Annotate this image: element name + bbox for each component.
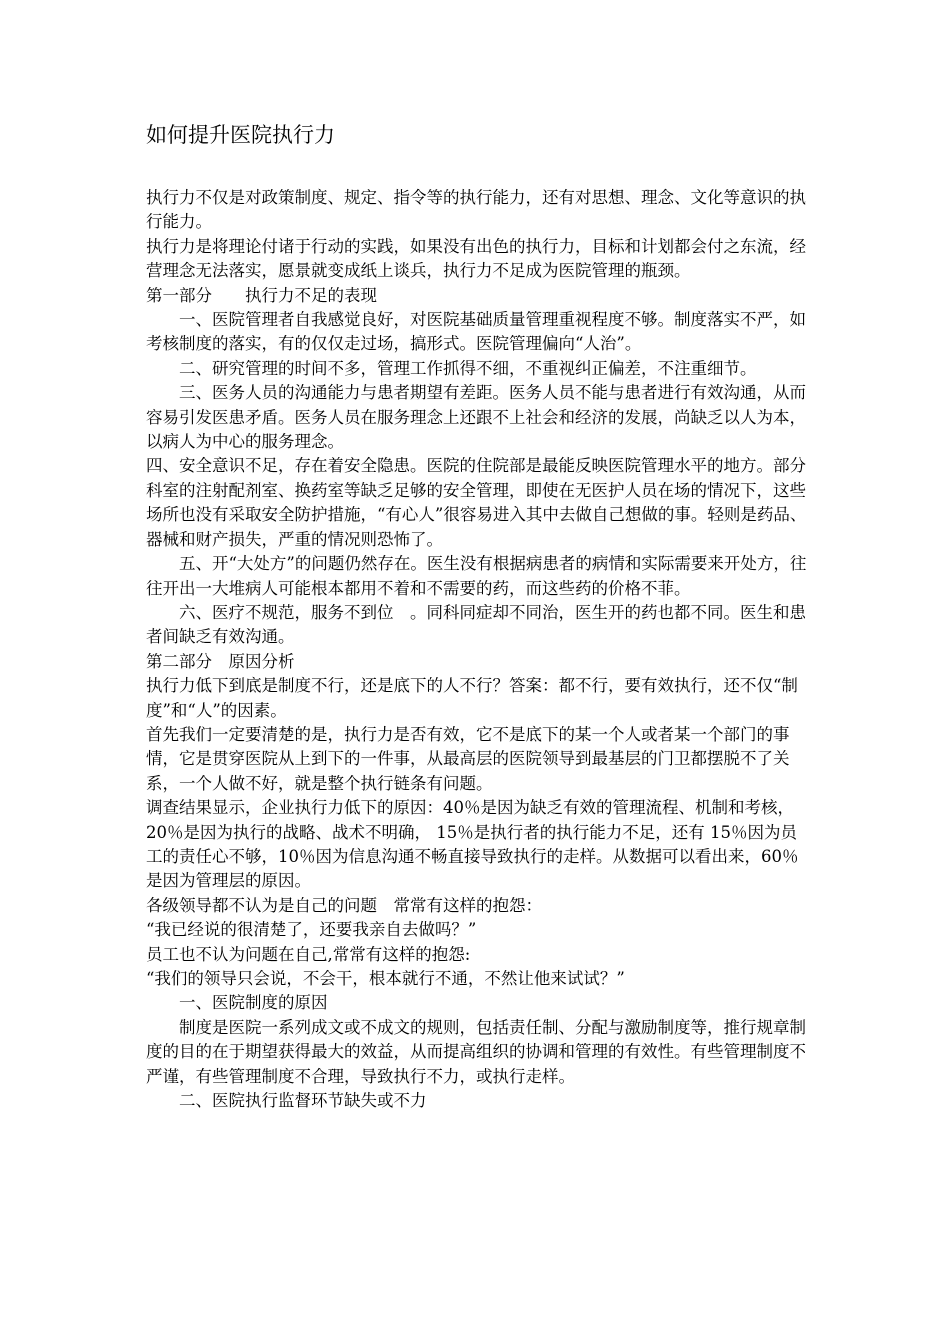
paragraph-bottleneck: 执行力是将理论付诸于行动的实践，如果没有出色的执行力，目标和计划都会付之东流，经营理念无法落实，愿景就变成纸上谈兵，执行力不足成为医院管理的瓶颈。 [146,236,806,281]
section-heading-part-two: 第二部分 原因分析 [146,651,295,671]
document-title: 如何提升医院执行力 [146,123,335,147]
paragraph-system: 制度是医院一系列成文或不成文的规则，包括责任制、分配与激励制度等，推行规章制度的目的在于期望获得最大的效益，从而提高组织的协调和管理的有效性。有些管理制度不严谨，有些管理制度不合理，导致执行不力，或执行走样。 [146,1017,806,1086]
section-heading-part-one: 第一部分 执行力不足的表现 [146,285,377,305]
list-item-4: 四、安全意识不足，存在着安全隐患。医院的住院部是最能反映医院管理水平的地方。部分科室的注射配剂室、换药室等缺乏足够的安全管理，即使在无医护人员在场的情况下，这些场所也没有采取安全防护措施，“有心人”很容易进入其中去做自己想做的事。轻则是药品、器械和财产损失，严重的情况则恐怖了。 [146,456,807,549]
paragraph-staff-complaint: 员工也不认为问题在自己,常常有这样的抱怨: [146,944,471,964]
paragraph-survey: 调查结果显示，企业执行力低下的原因：40％是因为缺乏有效的管理流程、机制和考核，20％是因为执行的战略、战术不明确， 15％是执行者的执行能力不足，还有 15％因为员工的责任心不够，10％因为信息沟通不畅直接导致执行的走样。从数据可以看出来，60％是因为管理层的原因。 [146,798,799,891]
list-item-6: 六、医疗不规范，服务不到位 。同科同症却不同治，医生开的药也都不同。医生和患者间缺乏有效沟通。 [146,602,806,647]
quote-leader: “我已经说的很清楚了，还要我亲自去做吗？” [146,920,477,940]
subheading-supervision: 二、医院执行监督环节缺失或不力 [179,1091,427,1111]
list-item-5: 五、开“大处方”的问题仍然存在。医生没有根据病患者的病情和实际需要来开处方，往往开出一大堆病人可能根本都用不着和不需要的药，而这些药的价格不菲。 [146,554,807,598]
document-body [146,186,811,1113]
list-item-1: 一、医院管理者自我感觉良好，对医院基础质量管理重视程度不够。制度落实不严，如考核制度的落实，有的仅仅走过场，搞形式。医院管理偏向“人治”。 [146,310,806,354]
paragraph-leader-complaint: 各级领导都不认为是自己的问题 常常有这样的抱怨： [146,895,542,915]
subheading-system-reason: 一、医院制度的原因 [179,993,328,1013]
paragraph-chain: 首先我们一定要清楚的是，执行力是否有效，它不是底下的某一个人或者某一个部门的事情，它是贯穿医院从上到下的一件事，从最高层的医院领导到最基层的门卫都摆脱不了关系，一个人做不好，就是整个执行链条有问题。 [146,724,790,793]
paragraph-definition: 执行力不仅是对政策制度、规定、指令等的执行能力，还有对思想、理念、文化等意识的执行能力。 [146,188,806,232]
paragraph-question: 执行力低下到底是制度不行，还是底下的人不行？答案：都不行，要有效执行，还不仅“制度”和“人”的因素。 [146,676,798,720]
quote-staff: “我们的领导只会说，不会干，根本就行不通，不然让他来试试？” [146,969,625,988]
list-item-3: 三、医务人员的沟通能力与患者期望有差距。医务人员不能与患者进行有效沟通，从而容易引发医患矛盾。医务人员在服务理念上还跟不上社会和经济的发展，尚缺乏以人为本，以病人为中心的服务理念。 [146,383,806,452]
list-item-2: 二、研究管理的时间不多，管理工作抓得不细，不重视纠正偏差，不注重细节。 [179,358,757,378]
